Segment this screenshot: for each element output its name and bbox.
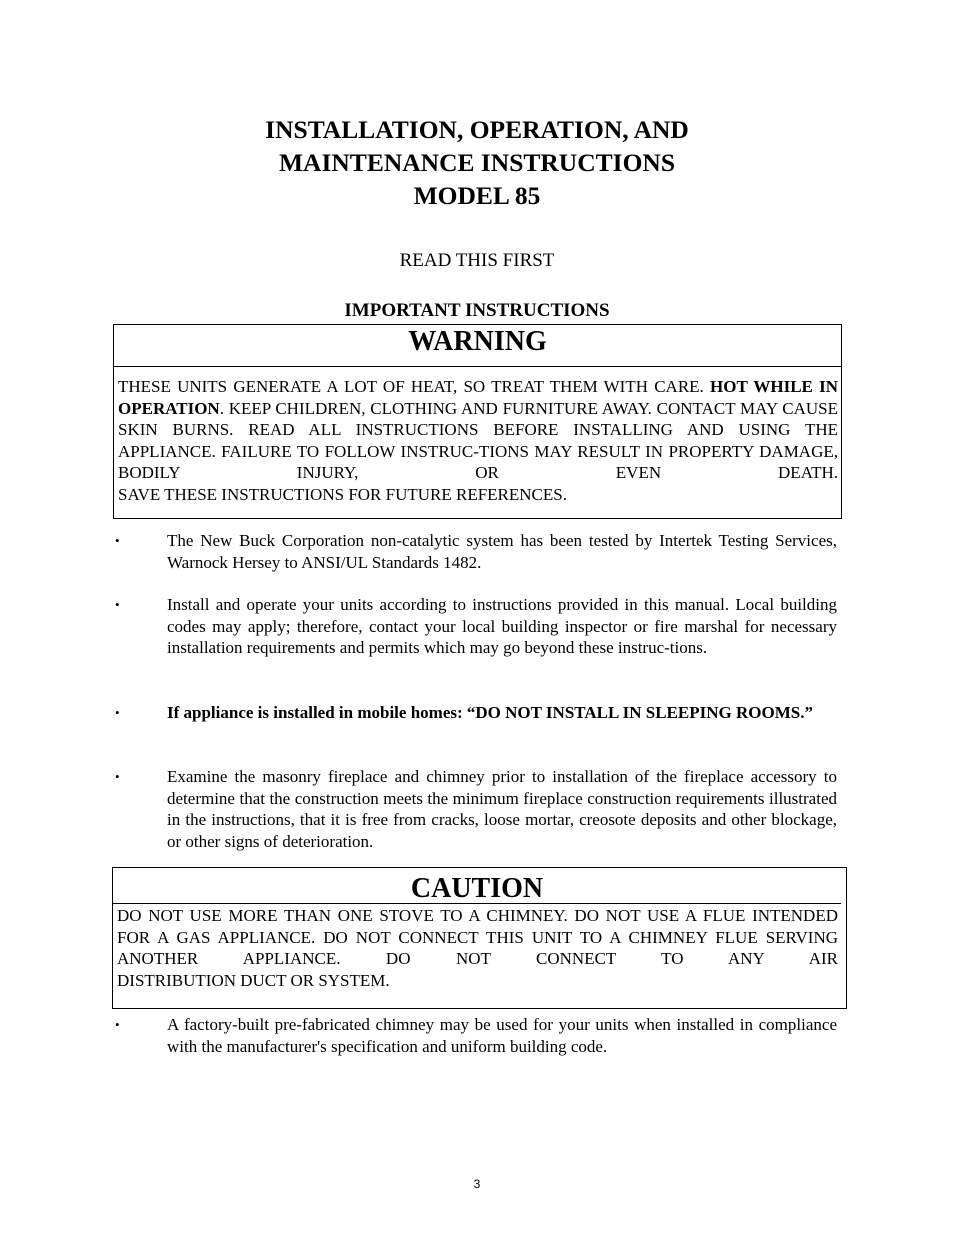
bullet-icon: • [115,705,120,720]
caution-text [113,905,846,991]
warning-text-part-1: THESE UNITS GENERATE A LOT OF HEAT, SO TREAT THEM WITH CARE. [118,377,704,396]
warning-box [113,324,842,519]
warning-text [114,376,841,506]
caution-heading: CAUTION [113,868,841,904]
list-item [113,766,837,852]
caution-last-line: DISTRIBUTION DUCT OR SYSTEM. [117,970,390,990]
list-item [113,594,837,659]
bullet-text-install-operate: Install and operate your units according to instructions provided in this manual. Local building codes may apply; therefore, contact your local building inspector or fire marshal for necessary installation requirements and permits which may go beyond these instruc-tions. [167,595,837,658]
bullet-text-factory-chimney: A factory-built pre-fabricated chimney may be used for your units when installed in compliance with the manufacturer's specification and uniform building code. [167,1015,837,1056]
title-line-1: INSTALLATION, OPERATION, AND [265,115,689,144]
warning-paragraph [118,376,838,484]
bullet-icon: • [115,533,120,548]
caution-box [112,867,847,1009]
important-instructions-heading: IMPORTANT INSTRUCTIONS [344,300,610,321]
warning-heading: WARNING [114,325,841,367]
list-item [113,530,837,573]
warning-save-instructions: SAVE THESE INSTRUCTIONS FOR FUTURE REFERENCES. [118,484,567,504]
title-line-2: MAINTENANCE INSTRUCTIONS [278,148,676,177]
bullet-icon: • [115,597,120,612]
warning-text-part-2: . KEEP CHILDREN, CLOTHING AND FURNITURE AWAY. CONTACT MAY CAUSE SKIN BURNS. READ ALL INSTRUCTIONS BEFORE INSTALLING AND USING THE APPLIANCE. FAILURE TO FOLLOW INSTRUC-TIONS MAY RESULT IN PROPERTY DAMAGE, BODILY INJURY, OR EVEN DEATH. [118,398,838,483]
bullet-icon: • [115,1017,120,1032]
page-number: 3 [473,1177,481,1191]
bullet-text-mobile-homes: If appliance is installed in mobile homes: “DO NOT INSTALL IN SLEEPING ROOMS.” [167,703,813,722]
bullet-icon: • [115,769,120,784]
list-item [113,1014,837,1057]
warning-hot-emphasis: HOT WHILE IN OPERATION [118,377,838,418]
bullet-text-testing: The New Buck Corporation non-catalytic system has been tested by Intertek Testing Services, Warnock Hersey to ANSI/UL Standards 1482. [167,531,837,572]
title-line-3: MODEL 85 [413,181,541,210]
read-first-heading: READ THIS FIRST [399,250,555,271]
list-item [113,702,837,724]
caution-paragraph: DO NOT USE MORE THAN ONE STOVE TO A CHIMNEY. DO NOT USE A FLUE INTENDED FOR A GAS APPLIANCE. DO NOT CONNECT THIS UNIT TO A CHIMNEY FLUE SERVING ANOTHER APPLIANCE. DO NOT CONNECT TO ANY AIR [117,906,838,969]
bullet-text-examine-masonry: Examine the masonry fireplace and chimney prior to installation of the fireplace accessory to determine that the construction meets the minimum fireplace construction requirements illustrated in the instructions, that it is free from cracks, loose mortar, creosote deposits and other blockage, or other signs of deterioration. [167,767,837,851]
document-title [0,113,954,212]
